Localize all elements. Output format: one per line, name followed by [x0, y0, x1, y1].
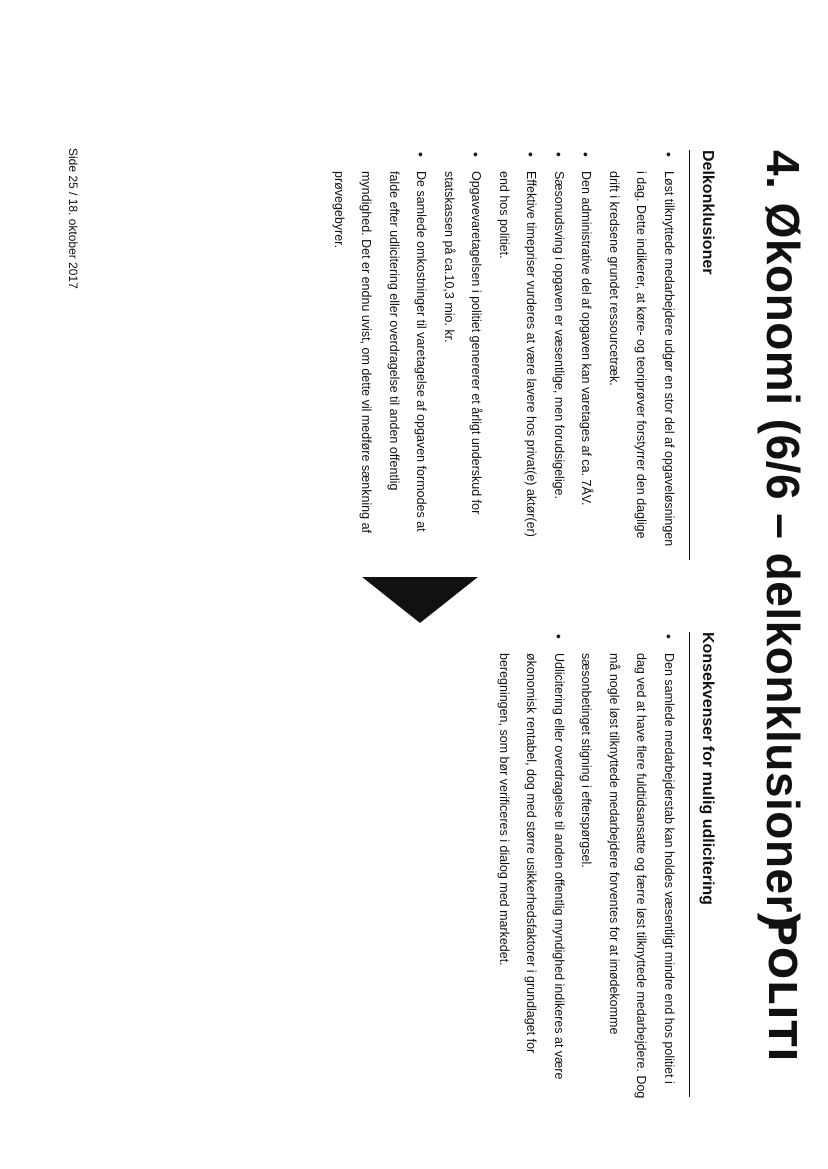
delkonklusioner-list	[325, 150, 683, 550]
konsekvenser-list	[490, 632, 683, 1102]
list-item: • Løst tilknyttede medarbejdere udgør en stor del af opgaveløsningen i dag. Dette indikerer, at køre- og teoriprøver forstyrrer den daglige drift i kredsene grundet ressourcetræk.	[600, 150, 683, 550]
list-item: • De samlede omkostninger til varetagelse af opgaven formodes at falde efter udlicitering eller overdragelse til anden offentlig myndighed. Det er endnu uvist, om dette vil medføre sænkning af prøvegebyrer.	[325, 150, 435, 550]
politi-logo: POLITI	[760, 918, 804, 1063]
delkonklusioner-heading: Delkonklusioner	[689, 150, 716, 560]
list-item: • Opgavevaretagelsen i politiet genererer et årligt underskud for statskassen på ca.10,3 mio. kr.	[435, 150, 490, 550]
list-item: • Udlicitering eller overdragelse til anden offentlig myndighed indikeres at være økonomisk rentabel, dog med større usikkerhedsfaktorer i grundlaget for beregningen, som bør verificeres i dialog med markedet.	[490, 632, 573, 1102]
list-item: • Sæsonudsving i opgaven er væsentlige, men forudsigelige.	[545, 150, 573, 550]
list-item: • Effektive timepriser vurderes at være lavere hos privat(e) aktør(er) end hos politiet.	[490, 150, 545, 550]
arrow-right-icon	[362, 577, 478, 623]
page-footer: Side 25 / 18. oktober 2017	[66, 148, 80, 289]
page-title: 4. Økonomi (6/6 – delkonklusioner)	[757, 150, 809, 929]
list-item: • Den samlede medarbejderstab kan holdes væsentligt mindre end hos politiet i dag ved at have flere fuldtidsansatte og færre løst tilknyttede medarbejdere. Dog må nogle løst tilknyttede medarbejdere forventes for at imødekomme sæsonbetinget stigning i efterspørgsel.	[572, 632, 682, 1102]
list-item: • Den administrative del af opgaven kan varetages af ca. 7ÅV.	[572, 150, 600, 550]
konsekvenser-heading: Konsekvenser for mulig udlicitering	[689, 632, 716, 1097]
